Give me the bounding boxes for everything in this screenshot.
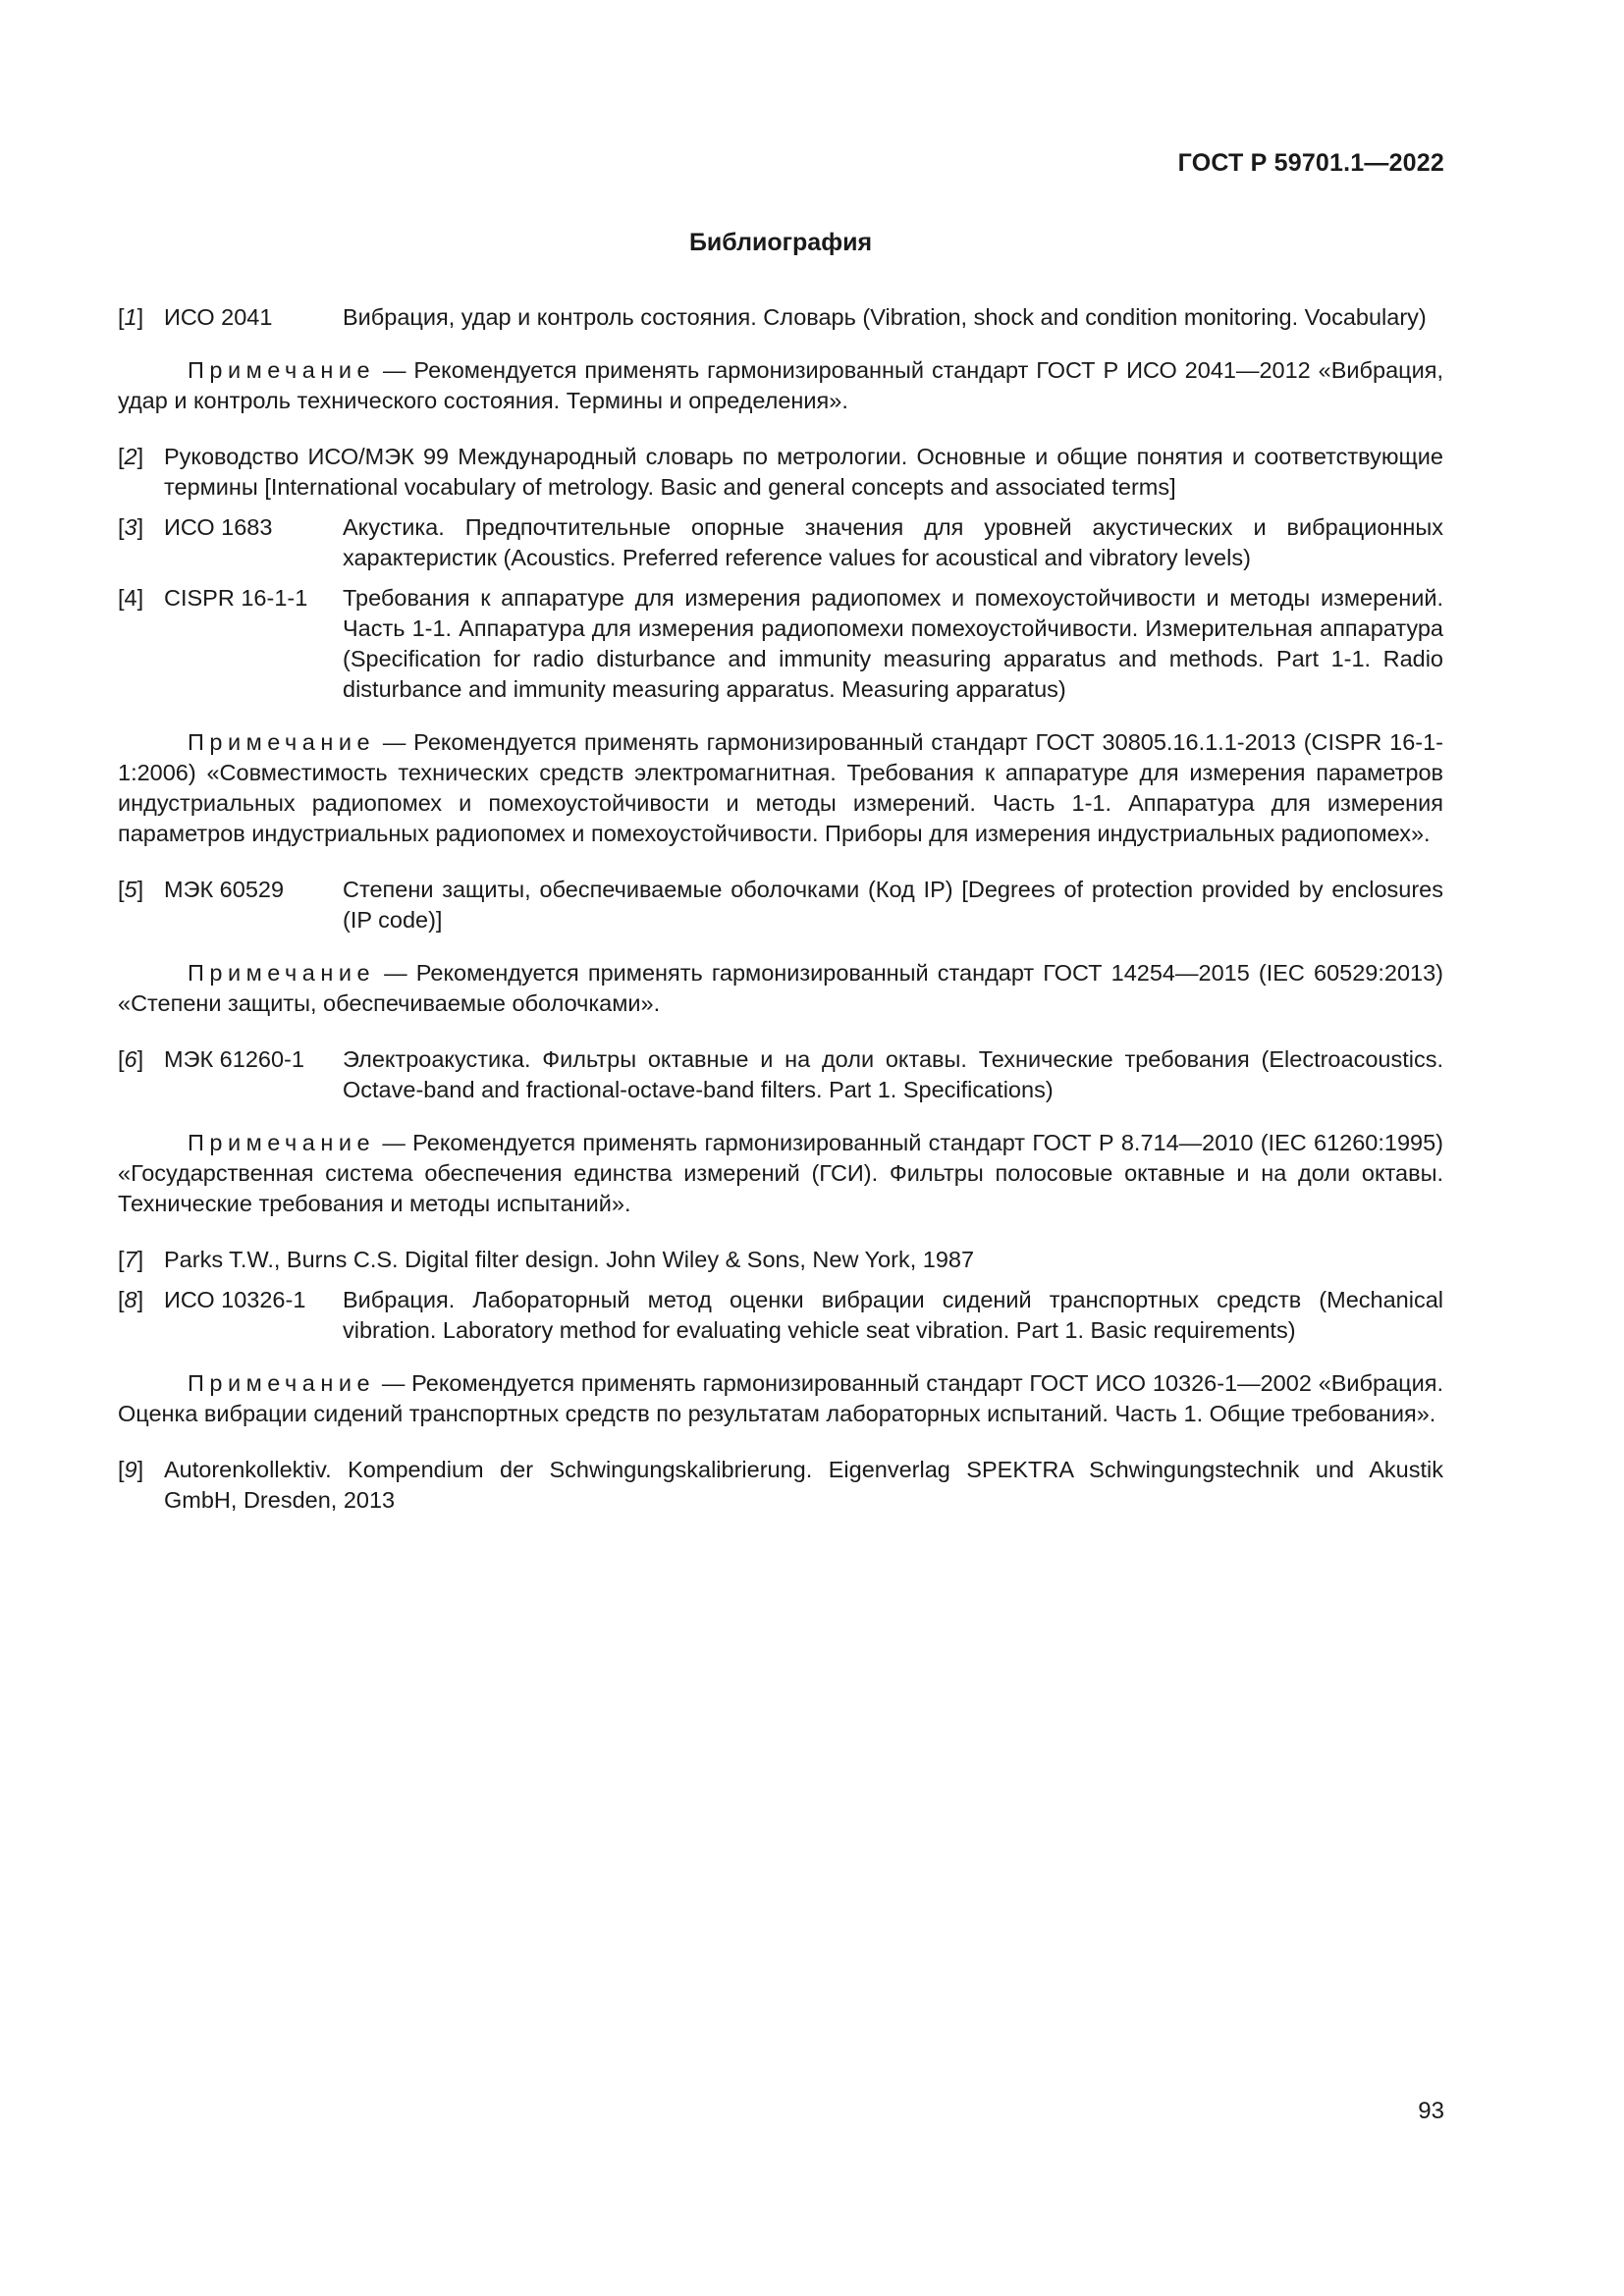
note-label: Примечание bbox=[188, 729, 376, 755]
entry-text: Autorenkollektiv. Kompendium der Schwingungskalibrierung. Eigenverlag SPEKTRA Schwingungstechnik und Akustik GmbH, Dresden, 2013 bbox=[164, 1457, 1443, 1513]
entry-number: [5] bbox=[118, 877, 144, 902]
entry-text: Требования к аппаратуре для измерения радиопомех и помехоустойчивости и методы измерений. Часть 1-1. Аппаратура для измерения радиопомехи помехоустойчивости. Измерительная аппаратура (Specification for radio disturbance and immunity measuring apparatus and methods. Part 1-1. Radio disturbance and immunity measuring apparatus. Measuring apparatus) bbox=[343, 585, 1443, 702]
note-8 bbox=[118, 1368, 1443, 1429]
entry-code: CISPR 16-1-1 bbox=[164, 585, 308, 611]
note-text: — Рекомендуется применять гармонизированный стандарт ГОСТ Р ИСО 2041—2012 «Вибрация, удар и контроль технического состояния. Термины и определения». bbox=[118, 357, 1443, 413]
document-code: ГОСТ Р 59701.1—2022 bbox=[1177, 149, 1444, 177]
entry-code: МЭК 61260-1 bbox=[164, 1046, 304, 1072]
entry-number: [6] bbox=[118, 1046, 144, 1072]
bib-entry-9 bbox=[118, 1455, 1443, 1516]
entry-text: Parks T.W., Burns C.S. Digital filter design. John Wiley & Sons, New York, 1987 bbox=[164, 1247, 975, 1272]
bib-entry-4 bbox=[118, 583, 1443, 705]
note-4 bbox=[118, 727, 1443, 849]
note-label: Примечание bbox=[188, 357, 376, 383]
bib-entry-2 bbox=[118, 442, 1443, 503]
note-text: — Рекомендуется применять гармонизированный стандарт ГОСТ ИСО 10326-1—2002 «Вибрация. Оценка вибрации сидений транспортных средств по результатам лабораторных испытаний. Часть 1. Общие требования». bbox=[118, 1370, 1444, 1426]
entry-code: МЭК 60529 bbox=[164, 877, 285, 902]
bib-entry-1 bbox=[118, 302, 1443, 333]
bibliography-list bbox=[118, 302, 1443, 1525]
page-title: Библиография bbox=[688, 229, 873, 256]
bib-entry-5 bbox=[118, 875, 1443, 935]
entry-text: Степени защиты, обеспечиваемые оболочками (Код IP) [Degrees of protection provided by enclosures (IP code)] bbox=[343, 877, 1443, 933]
entry-code: ИСО 2041 bbox=[164, 304, 273, 330]
note-label: Примечание bbox=[188, 960, 376, 986]
note-1 bbox=[118, 355, 1443, 416]
bib-entry-6 bbox=[118, 1044, 1443, 1105]
entry-code: ИСО 1683 bbox=[164, 514, 273, 540]
entry-text: Руководство ИСО/МЭК 99 Международный словарь по метрологии. Основные и общие понятия и соответствующие термины [International vocabulary of metrology. Basic and general concepts and associated terms] bbox=[164, 444, 1443, 500]
entry-text: Акустика. Предпочтительные опорные значения для уровней акустических и вибрационных характеристик (Acoustics. Preferred reference values for acoustical and vibratory levels) bbox=[343, 514, 1443, 570]
note-label: Примечание bbox=[188, 1130, 376, 1155]
entry-number: [4] bbox=[118, 585, 144, 611]
note-5 bbox=[118, 958, 1443, 1019]
bib-entry-3 bbox=[118, 512, 1443, 573]
note-text: — Рекомендуется применять гармонизированный стандарт ГОСТ Р 8.714—2010 (IEC 61260:1995) «Государственная система обеспечения единства измерений (ГСИ). Фильтры полосовые октавные и на доли октавы. Технические требования и методы испытаний». bbox=[118, 1130, 1443, 1216]
entry-number: [9] bbox=[118, 1457, 144, 1482]
entry-text: Вибрация, удар и контроль состояния. Словарь (Vibration, shock and condition monitoring. Vocabulary) bbox=[343, 304, 1427, 330]
note-6 bbox=[118, 1128, 1443, 1219]
note-label: Примечание bbox=[188, 1370, 376, 1396]
entry-code: ИСО 10326-1 bbox=[164, 1287, 306, 1312]
entry-number: [2] bbox=[118, 444, 144, 469]
bib-entry-7 bbox=[118, 1245, 1443, 1275]
entry-number: [3] bbox=[118, 514, 144, 540]
entry-text: Вибрация. Лабораторный метод оценки вибрации сидений транспортных средств (Mechanical vibration. Laboratory method for evaluating vehicle seat vibration. Part 1. Basic requirements) bbox=[343, 1287, 1443, 1343]
page-number: 93 bbox=[1418, 2098, 1444, 2124]
note-text: — Рекомендуется применять гармонизированный стандарт ГОСТ 14254—2015 (IEC 60529:2013) «Степени защиты, обеспечиваемые оболочками». bbox=[118, 960, 1443, 1016]
note-text: — Рекомендуется применять гармонизированный стандарт ГОСТ 30805.16.1.1-2013 (CISPR 16-1-1:2006) «Совместимость технических средств электромагнитная. Требования к аппаратуре для измерения параметров индустриальных радиопомех и помехоустойчивости и методы измерений. Часть 1-1. Аппаратура для измерения параметров индустриальных радиопомех и помехоустойчивости. Приборы для измерения индустриальных радиопомех». bbox=[118, 729, 1444, 846]
entry-number: [8] bbox=[118, 1287, 144, 1312]
bib-entry-8 bbox=[118, 1285, 1443, 1346]
entry-number: [1] bbox=[118, 304, 144, 330]
entry-text: Электроакустика. Фильтры октавные и на доли октавы. Технические требования (Electroacoustics. Octave-band and fractional-octave-band filters. Part 1. Specifications) bbox=[343, 1046, 1443, 1102]
entry-number: [7] bbox=[118, 1247, 144, 1272]
